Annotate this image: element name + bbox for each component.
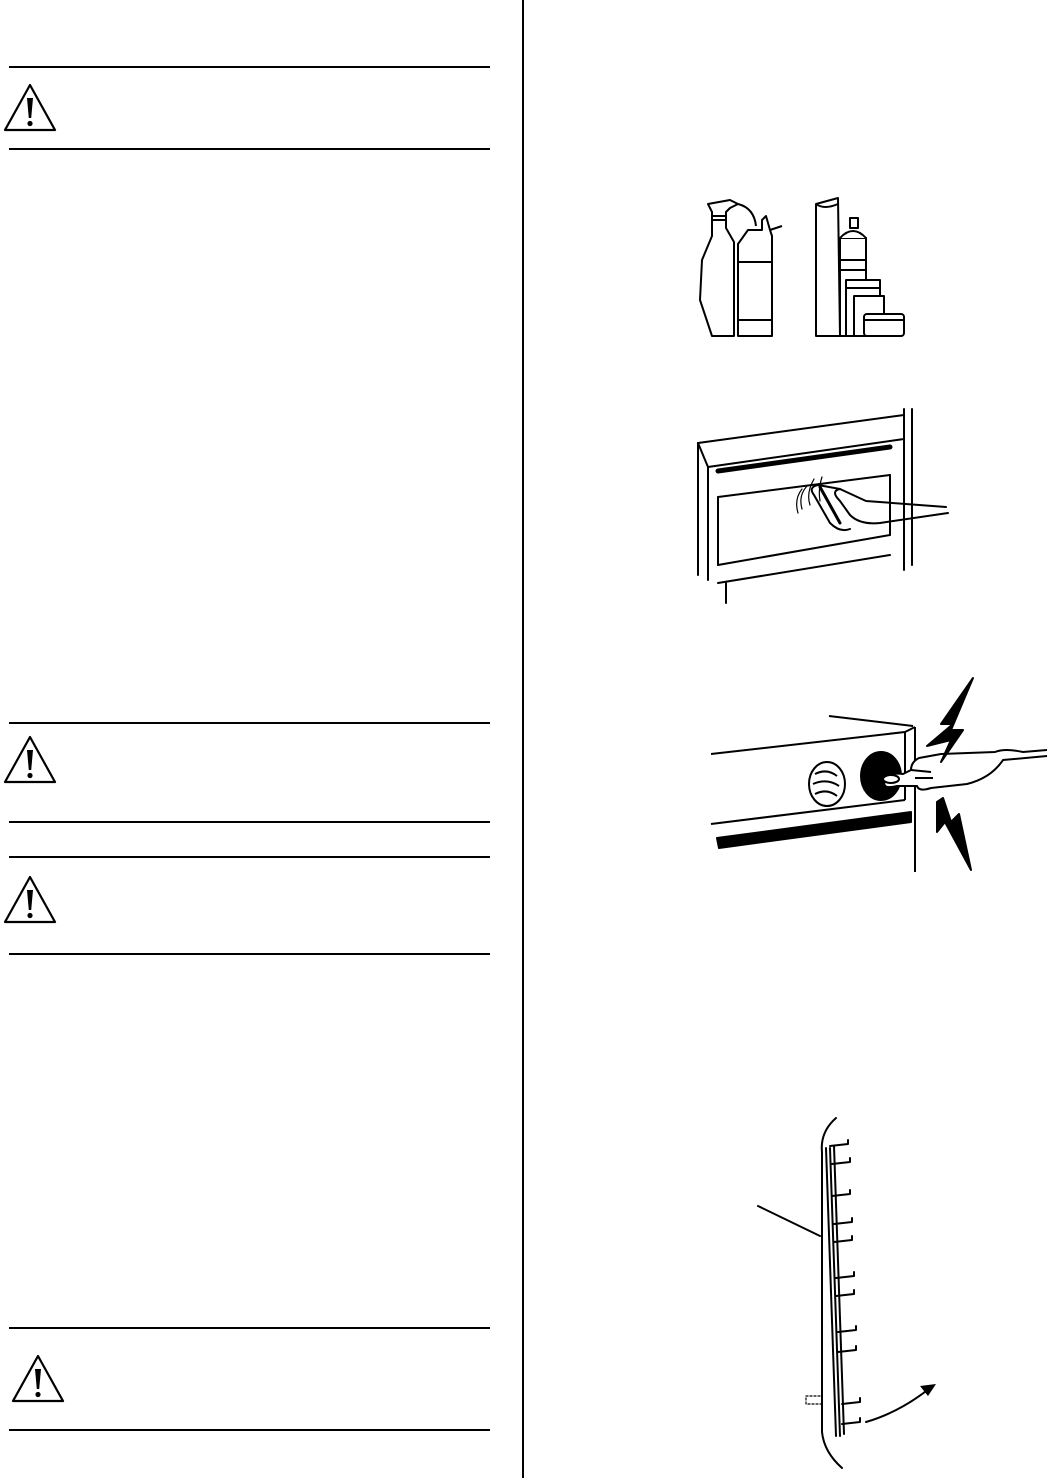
warning-box-4-top-rule (9, 1327, 490, 1329)
wiping-door-glass-icon (690, 405, 960, 605)
warning-box-4-bottom-rule (9, 1429, 490, 1431)
warning-triangle-icon (2, 82, 58, 134)
electric-shock-control-knob-icon (705, 672, 1050, 877)
column-divider (522, 0, 524, 1478)
warning-box-3-bottom-rule (9, 953, 490, 955)
cleaning-products-icon (690, 190, 920, 340)
door-seal-clips-icon (750, 1112, 950, 1472)
warning-triangle-icon (2, 874, 58, 926)
warning-box-2-top-rule (9, 722, 490, 724)
warning-box-3-top-rule (9, 856, 490, 858)
warning-box-2-bottom-rule (9, 821, 490, 823)
warning-box-1-top-rule (9, 66, 490, 68)
warning-box-1-bottom-rule (9, 148, 490, 150)
warning-triangle-icon (10, 1353, 66, 1405)
warning-triangle-icon (2, 734, 58, 786)
